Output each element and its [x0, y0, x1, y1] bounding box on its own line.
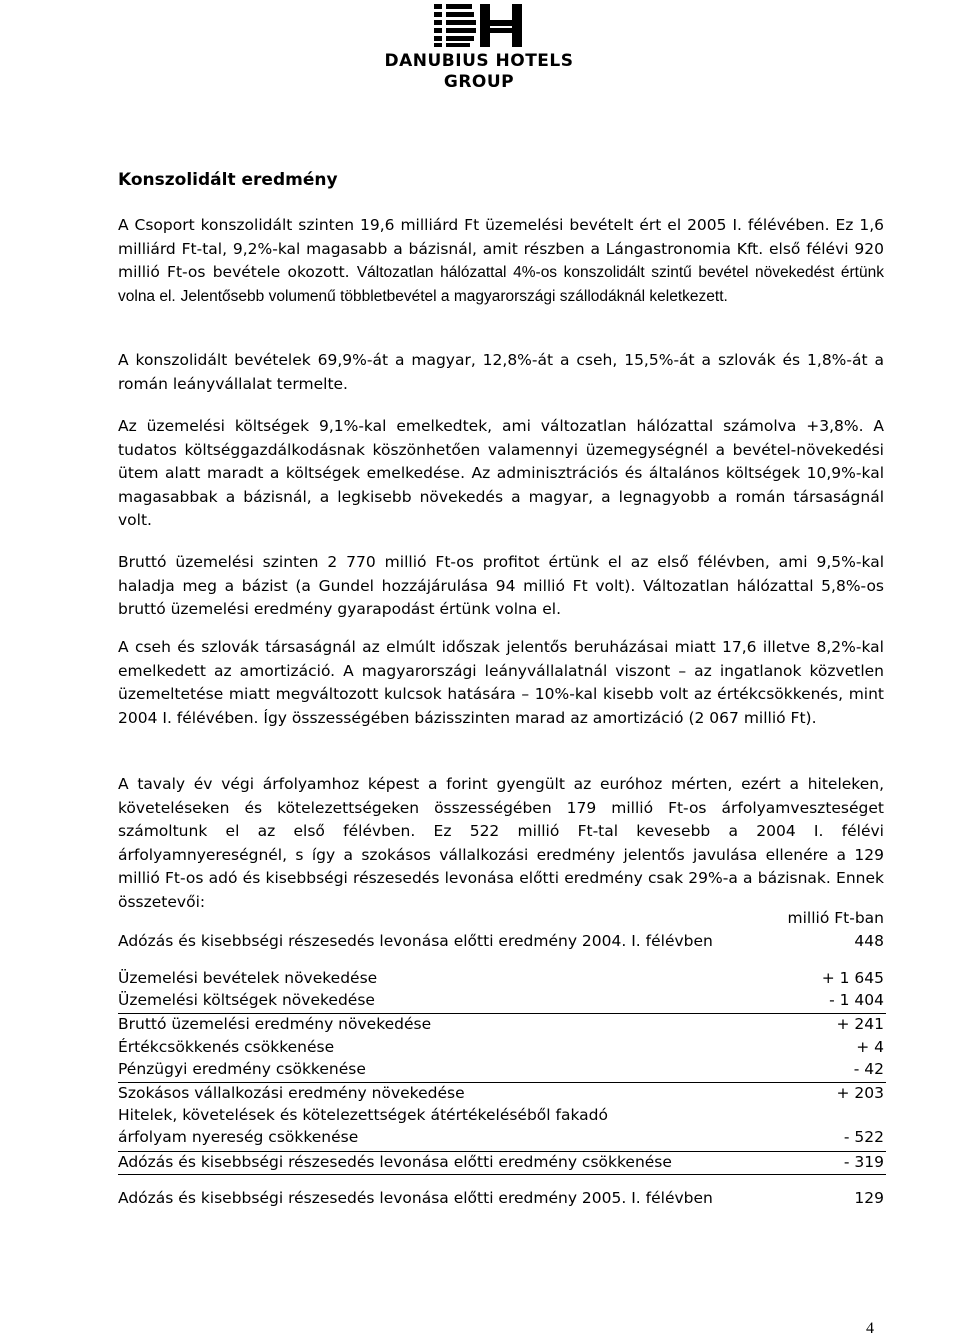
table-row [118, 1106, 886, 1129]
table-row-label: Bruttó üzemelési eredmény növekedése [118, 1015, 432, 1033]
table-row [118, 932, 886, 955]
table-row-value: - 1 404 [829, 991, 884, 1009]
table-divider [118, 1082, 886, 1083]
section-title: Konszolidált eredmény [118, 170, 338, 190]
table-row [118, 1060, 886, 1083]
table-row-label: Szokásos vállalkozási eredmény növekedése [118, 1084, 465, 1102]
table-row-label: Értékcsökkenés csökkenése [118, 1038, 335, 1056]
company-logo [358, 2, 600, 94]
dh-monogram-icon [434, 2, 524, 48]
table-row [118, 1153, 886, 1176]
paragraph-3: Az üzemelési költségek 9,1%-kal emelkedtek, ami változatlan hálózattal számolva +3,8%. A tudatos költséggazdálkodásnak köszönhetően valamennyi üzemegységnél a bevétel-növekedési ütem alatt maradt a költségek emelkedése. Az adminisztrációs és általános költségek 10,9%-kal magasabbak a bázisnál, a legkisebb növekedés a magyar, a legnagyobb a román társaságnál volt. [118, 417, 884, 529]
paragraph-4: Bruttó üzemelési szinten 2 770 millió Ft-os profitot értünk el az első félévben, ami 9,5%-kal haladja meg a bázist (a Gundel hozzájárulása 94 millió Ft volt). Változatlan hálózattal 5,8%-os bruttó üzemelési eredmény gyarapodást értünk volna el. [118, 553, 884, 618]
table-row-label: Üzemelési költségek növekedése [118, 991, 375, 1009]
table-row [118, 1015, 886, 1038]
table-row-value: + 241 [836, 1015, 884, 1033]
paragraph-1-part-a: A Csoport konszolidált szinten 19,6 milliárd Ft üzemelési bevételt ért el 2005 I. félévében. Ez 1,6 milliárd Ft-tal, 9,2%-kal magasabb a bázisnál, amit részben a Lángastronomia Kft. első félévi 920 millió Ft-os bevétele okozott. [118, 216, 884, 281]
table-divider [118, 1151, 886, 1152]
brand-group: GROUP [443, 72, 515, 92]
table-row-value: - 42 [853, 1060, 884, 1078]
table-row-value: - 319 [843, 1153, 884, 1171]
table-unit-row [118, 909, 886, 932]
table-divider [118, 1013, 886, 1014]
table-row-label: Adózás és kisebbségi részesedés levonása előtti eredmény 2004. I. félévben [118, 932, 713, 950]
paragraph-1-part-b: Változatlan hálózattal 4%-os konszolidált szintű bevétel növekedést értünk volna el. [118, 264, 884, 305]
table-row-label: Üzemelési bevételek növekedése [118, 969, 378, 987]
table-row [118, 1084, 886, 1107]
table-row [118, 969, 886, 992]
page-number: 4 [866, 1320, 874, 1337]
table-row-label: Adózás és kisebbségi részesedés levonása előtti eredmény csökkenése [118, 1153, 672, 1171]
table-row-value: + 1 645 [821, 969, 884, 987]
result-reconciliation-table [118, 909, 886, 1209]
paragraph-1-part-c: Jelentősebb volumenű többletbevétel a magyarországi szállodáknál keletkezett. [180, 287, 728, 305]
table-row-value: 129 [854, 1189, 884, 1207]
paragraph-1 [118, 214, 884, 308]
paragraph-2: A konszolidált bevételek 69,9%-át a magyar, 12,8%-át a cseh, 15,5%-át a szlovák és 1,8%-át a román leányvállalat termelte. [118, 351, 884, 393]
table-row-label: Pénzügyi eredmény csökkenése [118, 1060, 366, 1078]
paragraph-5: A cseh és szlovák társaságnál az elmúlt időszak jelentős beruházásai miatt 17,6 illetve 8,2%-kal emelkedett az amortizáció. A magyarországi leányvállalatnál viszont – az ingatlanok közvetlen üzemeltetése miatt megváltozott kulcsok hatására – 10%-kal kisebb volt az értékcsökkenés, mint 2004 I. félévében. Így összességében bázisszinten marad az amortizáció (2 067 millió Ft). [118, 638, 884, 727]
table-divider [118, 1174, 886, 1175]
table-row-label: árfolyam nyereség csökkenése [118, 1128, 359, 1146]
result-total-row [118, 1189, 886, 1213]
paragraph-6: A tavaly év végi árfolyamhoz képest a forint gyengült az euróhoz mérten, ezért a hiteleken, követeléseken és kötelezettségeken összességében 179 millió Ft-os árfolyamveszteséget számoltunk el az első félévben. Ez 522 millió Ft-tal kevesebb a 2004 I. félévi árfolyamnyereségnél, s így a szokásos vállalkozási eredmény jelentős javulása ellenére a 129 millió Ft-os adó és kisebbségi részesedés levonása előtti eredmény csak 29%-a a bázisnak. Ennek összetevői: [118, 775, 884, 911]
brand-name: DANUBIUS HOTELS [384, 51, 574, 71]
table-row-value: 448 [854, 932, 884, 950]
table-row-label: Hitelek, követelések és kötelezettségek átértékeléséből fakadó [118, 1106, 608, 1124]
table-row [118, 1189, 886, 1212]
table-row-value: + 203 [836, 1084, 884, 1102]
table-row [118, 991, 886, 1014]
table-row-value: + 4 [856, 1038, 884, 1056]
table-unit: millió Ft-ban [787, 909, 884, 927]
table-row-label: Adózás és kisebbségi részesedés levonása előtti eredmény 2005. I. félévben [118, 1189, 713, 1207]
table-row-value: - 522 [843, 1128, 884, 1146]
table-row [118, 1128, 886, 1151]
table-row [118, 1038, 886, 1061]
